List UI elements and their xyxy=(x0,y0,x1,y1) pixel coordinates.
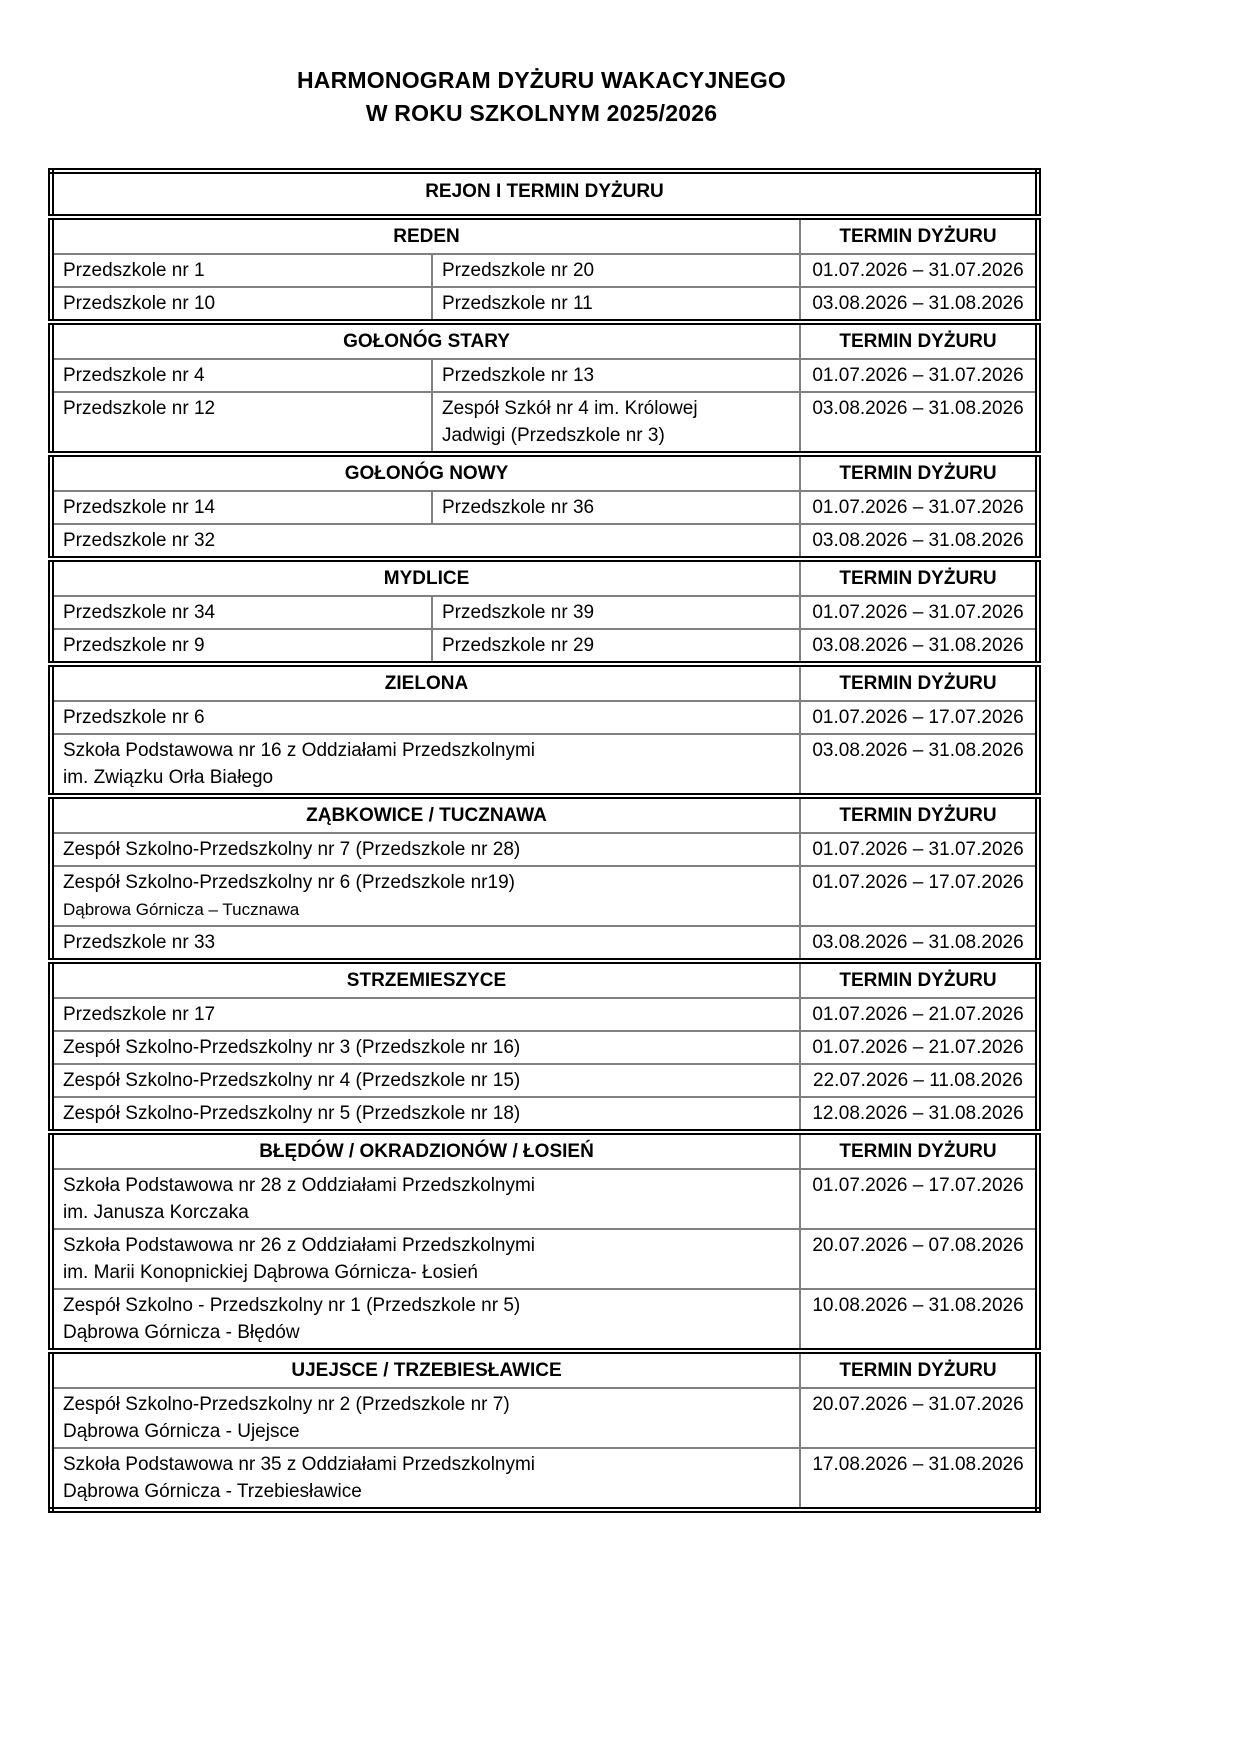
school-cell: Przedszkole nr 32 xyxy=(51,524,800,559)
school-cell xyxy=(51,1229,800,1289)
term-cell: 03.08.2026 – 31.08.2026 xyxy=(800,629,1038,664)
school-cell xyxy=(51,1169,800,1229)
school-cell xyxy=(51,1289,800,1351)
school-cell: Zespół Szkolno-Przedszkolny nr 4 (Przedszkole nr 15) xyxy=(51,1064,800,1097)
school-subname: im. Związku Orła Białego xyxy=(63,767,274,788)
term-header-cell: TERMIN DYŻURU xyxy=(800,454,1038,491)
table-row xyxy=(51,833,1038,866)
table-main-header: REJON I TERMIN DYŻURU xyxy=(51,171,1038,217)
term-cell: 01.07.2026 – 21.07.2026 xyxy=(800,998,1038,1031)
table-main-header-row xyxy=(51,171,1038,217)
region-header-cell: REDEN xyxy=(51,217,800,254)
school-cell xyxy=(51,1388,800,1448)
school-cell: Przedszkole nr 33 xyxy=(51,926,800,961)
title-line-2: W ROKU SZKOLNYM 2025/2026 xyxy=(365,100,718,126)
term-cell: 01.07.2026 – 21.07.2026 xyxy=(800,1031,1038,1064)
section-header-row-mydlice xyxy=(51,559,1038,596)
schedule-table xyxy=(48,168,1041,1513)
school-cell: Przedszkole nr 39 xyxy=(432,596,800,629)
school-cell: Przedszkole nr 17 xyxy=(51,998,800,1031)
school-subname: im. Marii Konopnickiej Dąbrowa Górnicza- Łosień xyxy=(63,1262,479,1283)
school-name: Zespół Szkolno-Przedszkolny nr 6 (Przedszkole nr19) xyxy=(63,872,515,893)
school-cell: Przedszkole nr 1 xyxy=(51,254,432,287)
school-cell: Zespół Szkolno-Przedszkolny nr 7 (Przedszkole nr 28) xyxy=(51,833,800,866)
term-cell: 01.07.2026 – 31.07.2026 xyxy=(800,491,1038,524)
school-cell: Przedszkole nr 29 xyxy=(432,629,800,664)
term-cell: 03.08.2026 – 31.08.2026 xyxy=(800,392,1038,454)
region-header-cell: ZĄBKOWICE / TUCZNAWA xyxy=(51,796,800,833)
table-row xyxy=(51,491,1038,524)
school-name: Zespół Szkolno - Przedszkolny nr 1 (Przedszkole nr 5) xyxy=(63,1295,521,1316)
region-header-cell: UJEJSCE / TRZEBIESŁAWICE xyxy=(51,1351,800,1388)
table-row xyxy=(51,926,1038,961)
school-cell: Przedszkole nr 11 xyxy=(432,287,800,322)
term-cell: 01.07.2026 – 31.07.2026 xyxy=(800,833,1038,866)
term-cell: 20.07.2026 – 31.07.2026 xyxy=(800,1388,1038,1448)
school-name: Szkoła Podstawowa nr 16 z Oddziałami Przedszkolnymi xyxy=(63,740,536,761)
school-cell: Przedszkole nr 12 xyxy=(51,392,432,454)
term-cell: 12.08.2026 – 31.08.2026 xyxy=(800,1097,1038,1132)
school-name: Szkoła Podstawowa nr 26 z Oddziałami Przedszkolnymi xyxy=(63,1235,536,1256)
term-header-cell: TERMIN DYŻURU xyxy=(800,796,1038,833)
term-cell: 01.07.2026 – 17.07.2026 xyxy=(800,1169,1038,1229)
section-header-row-reden xyxy=(51,217,1038,254)
term-header-cell: TERMIN DYŻURU xyxy=(800,1351,1038,1388)
school-cell xyxy=(51,1448,800,1510)
section-header-row-bledow-okradzionow-losien xyxy=(51,1132,1038,1169)
school-cell: Zespół Szkolno-Przedszkolny nr 5 (Przedszkole nr 18) xyxy=(51,1097,800,1132)
school-subname: Dąbrowa Górnicza - Trzebiesławice xyxy=(63,1481,362,1502)
term-cell: 03.08.2026 – 31.08.2026 xyxy=(800,287,1038,322)
term-cell: 01.07.2026 – 17.07.2026 xyxy=(800,866,1038,926)
school-cell: Zespół Szkolno-Przedszkolny nr 3 (Przedszkole nr 16) xyxy=(51,1031,800,1064)
region-header-cell: GOŁONÓG NOWY xyxy=(51,454,800,491)
region-header-cell: MYDLICE xyxy=(51,559,800,596)
term-cell: 03.08.2026 – 31.08.2026 xyxy=(800,524,1038,559)
school-cell xyxy=(51,866,800,926)
document-title xyxy=(48,64,1035,130)
table-row xyxy=(51,1388,1038,1448)
school-cell xyxy=(432,392,800,454)
table-row xyxy=(51,596,1038,629)
term-cell: 01.07.2026 – 31.07.2026 xyxy=(800,596,1038,629)
table-row xyxy=(51,1229,1038,1289)
school-name: Zespół Szkół nr 4 im. Królowej Jadwigi (Przedszkole nr 3) xyxy=(442,398,698,446)
school-cell: Przedszkole nr 20 xyxy=(432,254,800,287)
table-row xyxy=(51,701,1038,734)
table-row xyxy=(51,524,1038,559)
title-line-1: HARMONOGRAM DYŻURU WAKACYJNEGO xyxy=(297,67,786,93)
region-header-cell: ZIELONA xyxy=(51,664,800,701)
section-header-row-golonog-nowy xyxy=(51,454,1038,491)
table-row xyxy=(51,1097,1038,1132)
school-name: Szkoła Podstawowa nr 35 z Oddziałami Przedszkolnymi xyxy=(63,1454,536,1475)
table-row xyxy=(51,734,1038,796)
term-cell: 01.07.2026 – 17.07.2026 xyxy=(800,701,1038,734)
term-header-cell: TERMIN DYŻURU xyxy=(800,664,1038,701)
table-row xyxy=(51,998,1038,1031)
region-header-cell: BŁĘDÓW / OKRADZIONÓW / ŁOSIEŃ xyxy=(51,1132,800,1169)
table-row xyxy=(51,1448,1038,1510)
term-cell: 01.07.2026 – 31.07.2026 xyxy=(800,254,1038,287)
term-cell: 01.07.2026 – 31.07.2026 xyxy=(800,359,1038,392)
term-header-cell: TERMIN DYŻURU xyxy=(800,559,1038,596)
school-cell: Przedszkole nr 34 xyxy=(51,596,432,629)
term-cell: 03.08.2026 – 31.08.2026 xyxy=(800,926,1038,961)
table-row xyxy=(51,359,1038,392)
table-row xyxy=(51,1064,1038,1097)
section-header-row-zielona xyxy=(51,664,1038,701)
section-header-row-zabkowice-tucznawa xyxy=(51,796,1038,833)
section-header-row-golonog-stary xyxy=(51,322,1038,359)
school-subname: Dąbrowa Górnicza - Ujejsce xyxy=(63,1421,300,1442)
school-name: Zespół Szkolno-Przedszkolny nr 2 (Przedszkole nr 7) xyxy=(63,1394,510,1415)
term-cell: 17.08.2026 – 31.08.2026 xyxy=(800,1448,1038,1510)
term-cell: 03.08.2026 – 31.08.2026 xyxy=(800,734,1038,796)
school-subname: im. Janusza Korczaka xyxy=(63,1202,249,1223)
term-header-cell: TERMIN DYŻURU xyxy=(800,217,1038,254)
school-cell: Przedszkole nr 9 xyxy=(51,629,432,664)
term-cell: 20.07.2026 – 07.08.2026 xyxy=(800,1229,1038,1289)
region-header-cell: STRZEMIESZYCE xyxy=(51,961,800,998)
school-cell: Przedszkole nr 13 xyxy=(432,359,800,392)
term-header-cell: TERMIN DYŻURU xyxy=(800,1132,1038,1169)
table-row xyxy=(51,1289,1038,1351)
section-header-row-strzemieszyce xyxy=(51,961,1038,998)
table-row xyxy=(51,866,1038,926)
table-row xyxy=(51,287,1038,322)
school-cell: Przedszkole nr 6 xyxy=(51,701,800,734)
school-cell: Przedszkole nr 14 xyxy=(51,491,432,524)
table-row xyxy=(51,1169,1038,1229)
table-row xyxy=(51,1031,1038,1064)
school-subname: Dąbrowa Górnicza - Błędów xyxy=(63,1322,300,1343)
school-name: Szkoła Podstawowa nr 28 z Oddziałami Przedszkolnymi xyxy=(63,1175,536,1196)
school-cell xyxy=(51,734,800,796)
term-cell: 22.07.2026 – 11.08.2026 xyxy=(800,1064,1038,1097)
section-header-row-ujejsce-trzebieslawice xyxy=(51,1351,1038,1388)
term-cell: 10.08.2026 – 31.08.2026 xyxy=(800,1289,1038,1351)
table-row xyxy=(51,629,1038,664)
school-cell: Przedszkole nr 4 xyxy=(51,359,432,392)
table-row xyxy=(51,392,1038,454)
school-subname: Dąbrowa Górnicza – Tucznawa xyxy=(63,900,300,919)
table-row xyxy=(51,254,1038,287)
region-header-cell: GOŁONÓG STARY xyxy=(51,322,800,359)
term-header-cell: TERMIN DYŻURU xyxy=(800,961,1038,998)
school-cell: Przedszkole nr 36 xyxy=(432,491,800,524)
school-cell: Przedszkole nr 10 xyxy=(51,287,432,322)
term-header-cell: TERMIN DYŻURU xyxy=(800,322,1038,359)
